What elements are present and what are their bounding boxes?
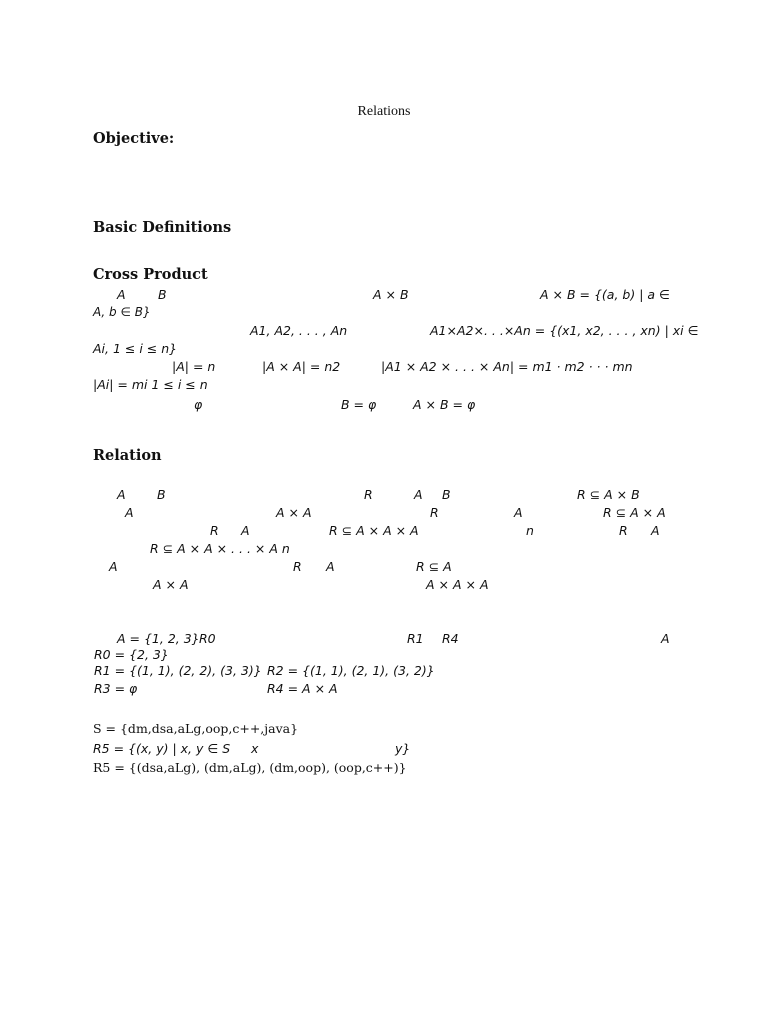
cross-product-heading: Cross Product [93,266,208,283]
relation-subset-axaxa: R ⊆ A × A × A [329,523,419,538]
r5-definition: R5 = {(dsa,aLg), (dm,aLg), (dm,oop), (oop,c++)} [93,760,407,775]
math-fragment: A × B [373,287,409,302]
relation-subset-a: R ⊆ A [416,559,452,574]
math-fragment: n [526,523,534,538]
math-fragment: A [651,523,660,538]
math-fragment: B [157,487,166,502]
relation-subset-axa: R ⊆ A × A [603,505,666,520]
math-fragment: A [125,505,134,520]
math-fragment: A [514,505,523,520]
set-sequence: A1, A2, . . . , An [250,323,348,338]
cardinality-a: |A| = n [172,359,216,374]
math-fragment: A × A [153,577,189,592]
page-title: Relations [357,104,411,119]
set-a-definition: A = {1, 2, 3} [117,631,200,646]
r5-set-definition: R5 = {(x, y) | x, y ∈ S [93,741,231,756]
math-fragment: R [210,523,219,538]
axb-empty: A × B = φ [413,397,476,412]
math-fragment: A × A × A [426,577,489,592]
math-fragment: A [414,487,423,502]
math-fragment: R [430,505,439,520]
cardinality-n-product: |A1 × A2 × . . . × An| = m1 · m2 · · · mn [381,359,633,374]
b-empty: B = φ [341,397,377,412]
r1-definition: R1 = {(1, 1), (2, 2), (3, 3)} [94,663,262,678]
r3-definition: R3 = φ [94,681,138,696]
math-fragment: B [158,287,167,302]
cardinality-ai: |Ai| = mi 1 ≤ i ≤ n [93,377,208,392]
cardinality-axa: |A × A| = n2 [262,359,341,374]
basic-definitions-heading: Basic Definitions [93,219,232,236]
empty-set-symbol: φ [194,397,203,412]
cross-product-definition-cont: A, b ∈ B} [93,305,151,319]
cross-product-definition: A × B = {(a, b) | a ∈ [540,287,670,302]
math-fragment: R [364,487,373,502]
math-fragment: A [241,523,250,538]
relation-subset-axb: R ⊆ A × B [577,487,640,502]
math-fragment: B [442,487,451,502]
math-fragment: R0 [199,631,216,646]
math-fragment: A × A [276,505,312,520]
n-ary-product-definition: A1×A2×. . .×An = {(x1, x2, . . . , xn) | xi ∈ [430,323,699,338]
n-ary-product-definition-cont: Ai, 1 ≤ i ≤ n} [93,341,178,356]
objective-heading: Objective: [93,130,175,147]
math-fragment: y} [395,741,411,756]
math-fragment: R4 [442,631,459,646]
math-fragment: A [661,631,670,646]
relation-subset-n-ary: R ⊆ A × A × . . . × A n [150,541,290,556]
math-fragment: x [251,741,259,756]
math-fragment: A [117,287,126,302]
r2-definition: R2 = {(1, 1), (2, 1), (3, 2)} [267,663,435,678]
math-fragment: R [293,559,302,574]
r0-definition: R0 = {2, 3} [94,647,169,662]
r4-definition: R4 = A × A [267,681,338,696]
math-fragment: R [619,523,628,538]
math-fragment: R1 [407,631,424,646]
relation-heading: Relation [93,447,162,464]
math-fragment: A [117,487,126,502]
math-fragment: A [326,559,335,574]
set-s-definition: S = {dm,dsa,aLg,oop,c++,java} [93,721,299,736]
math-fragment: A [109,559,118,574]
